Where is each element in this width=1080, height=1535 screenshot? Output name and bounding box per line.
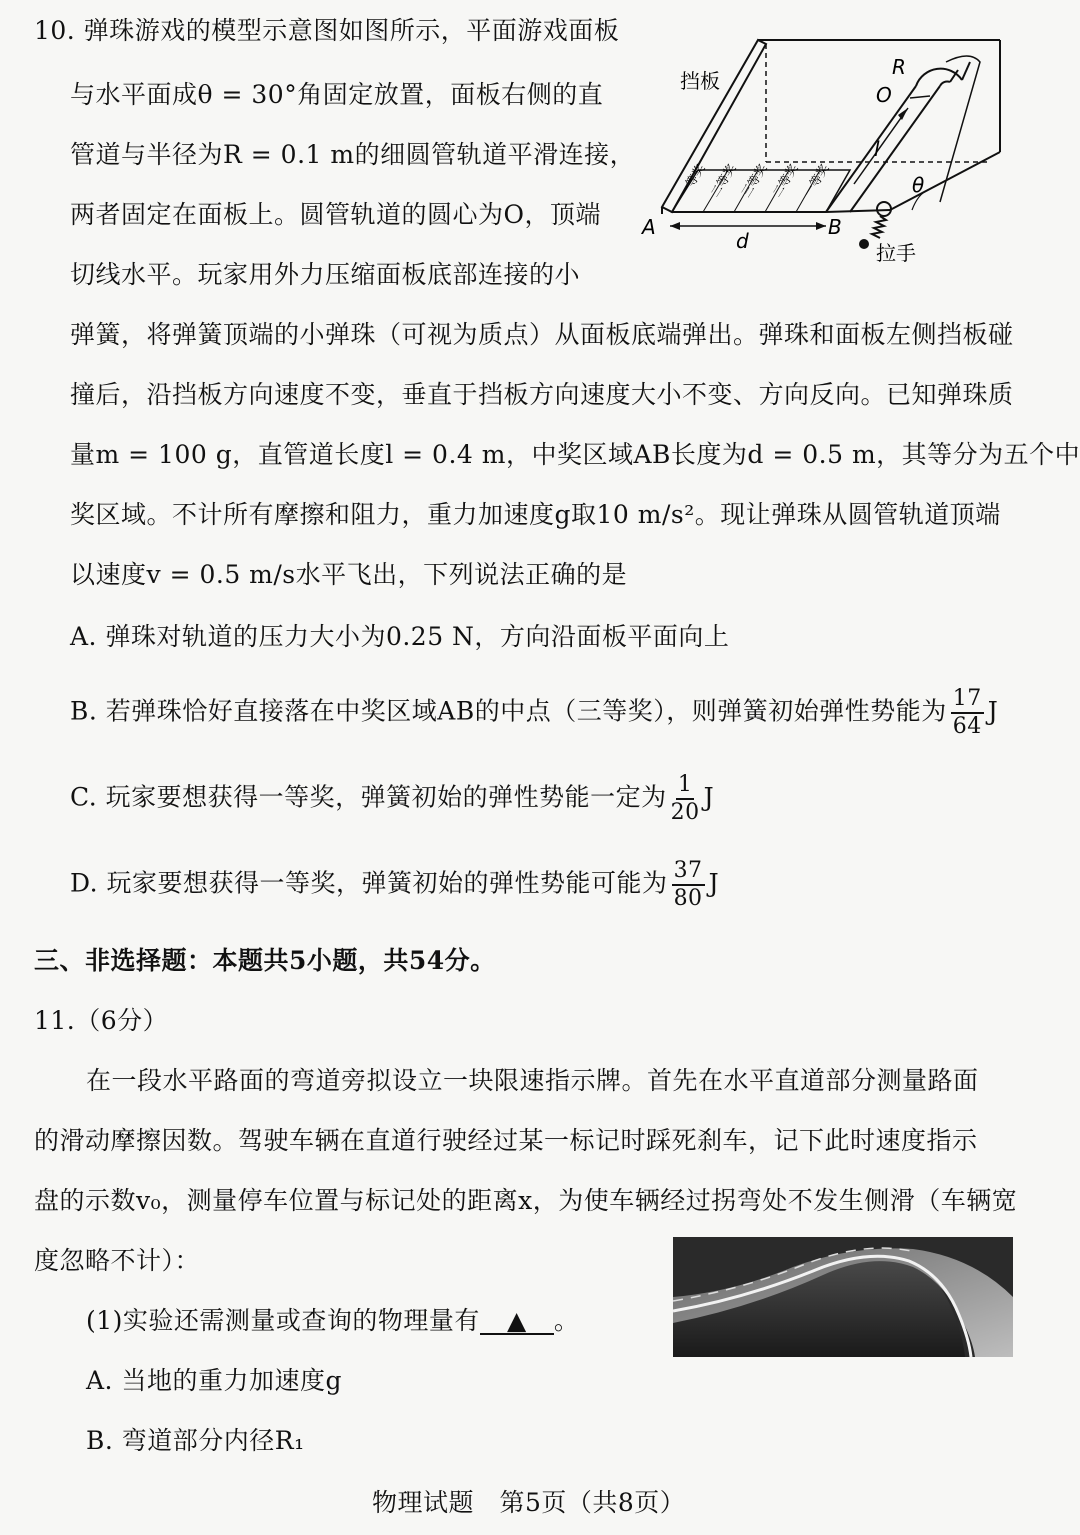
distance-d-label: d [736,229,749,253]
q10-option-d-fraction [672,858,705,912]
q10-option-d [70,858,719,912]
circular-track [916,69,962,86]
q11-option-a: A. 当地的重力加速度g [86,1366,342,1395]
handle-label: 拉手 [876,241,916,265]
q10-option-b-unit: J [987,696,999,726]
q10-option-c-fraction [671,772,700,826]
q11-sub-1-text: (1)实验还需测量或查询的物理量有 [86,1306,480,1335]
q10-option-d-numerator: 37 [672,858,705,886]
q11-option-b: B. 弯道部分内径R₁ [86,1426,305,1455]
q10-line-7: 撞后，沿挡板方向速度不变，垂直于挡板方向速度大小不变、方向反向。已知弹珠质 [70,380,1014,409]
q11-line-1: 在一段水平路面的弯道旁拟设立一块限速指示牌。首先在水平直道部分测量路面 [86,1066,979,1095]
q10-line-3: 管道与半径为R = 0.1 m的细圆管轨道平滑连接， [70,140,636,169]
q10-option-c-text: C. 玩家要想获得一等奖，弹簧初始的弹性势能一定为 [70,782,667,812]
point-a-label: A [642,215,656,239]
q10-option-b-denominator: 64 [952,714,982,739]
q10-option-b [70,686,998,740]
section-heading: 三、非选择题：本题共5小题，共54分。 [34,946,496,975]
q10-line-5: 切线水平。玩家用外力压缩面板底部连接的小 [70,260,581,289]
q10-line-9: 奖区域。不计所有摩擦和阻力，重力加速度g取10 m/s²。现让弹珠从圆管轨道顶端 [70,500,1001,529]
page-footer: 物理试题 第5页（共8页） [372,1488,686,1517]
zone-label-4: 二等奖 [769,161,801,200]
q10-line-10: 以速度v = 0.5 m/s水平飞出，下列说法正确的是 [70,560,628,589]
q10-line-4: 两者固定在面板上。圆管轨道的圆心为O，顶端 [70,200,601,229]
q11-sub-1-end: 。 [553,1306,580,1335]
q10-line-1: 10. 弹珠游戏的模型示意图如图所示，平面游戏面板 [34,16,620,45]
q10-line-6: 弹簧，将弹簧顶端的小弹珠（可视为质点）从面板底端弹出。弹珠和面板左侧挡板碰 [70,320,1014,349]
straight-tube-right [850,86,940,212]
zone-label-3: 三等奖 [738,161,770,200]
zone-label-2: 二等奖 [707,161,739,200]
q10-option-c-numerator: 1 [676,772,695,800]
q10-line-8: 量m = 100 g，直管道长度l = 0.4 m，中奖区域AB长度为d = 0.5 m，其等分为五个中 [70,440,1080,469]
q11-line-3: 盘的示数v₀，测量停车位置与标记处的距离x，为使车辆经过拐弯处不发生侧滑（车辆宽 [34,1186,1018,1215]
center-label: O [876,83,892,107]
q10-line-2: 与水平面成θ = 30°角固定放置，面板右侧的直 [70,80,604,109]
q11-line-2: 的滑动摩擦因数。驾驶车辆在直道行驶经过某一标记时踩死刹车，记下此时速度指示 [34,1126,978,1155]
q10-option-a: A. 弹珠对轨道的压力大小为0.25 N，方向沿面板平面向上 [70,622,730,651]
answer-blank: ▲ [480,1309,554,1335]
straight-tube-left [826,86,916,212]
length-label: l [874,137,880,161]
curved-road-photo [673,1237,1013,1357]
radius-label: R [892,55,906,79]
zone-label-1: 一等奖 [676,161,708,200]
q10-option-d-text: D. 玩家要想获得一等奖，弹簧初始的弹性势能可能为 [70,868,668,898]
q10-option-c-denominator: 20 [670,800,700,825]
q10-option-b-numerator: 17 [951,686,984,714]
q10-option-b-fraction [951,686,984,740]
q11-sub-1 [86,1304,579,1338]
theta-label: θ [912,173,925,197]
q11-header: 11.（6分） [34,1006,169,1035]
q10-option-c [70,772,714,826]
q10-option-d-denominator: 80 [673,886,703,911]
q10-option-b-text: B. 若弹珠恰好直接落在中奖区域AB的中点（三等奖），则弹簧初始弹性势能为 [70,696,947,726]
q10-option-d-unit: J [708,868,720,898]
baffle-label: 挡板 [680,69,720,93]
q10-option-c-unit: J [703,782,715,812]
zone-label-5: 一等奖 [800,161,832,200]
q11-line-4: 度忽略不计）： [34,1246,201,1275]
point-b-label: B [828,215,842,239]
pinball-diagram [640,22,1010,272]
